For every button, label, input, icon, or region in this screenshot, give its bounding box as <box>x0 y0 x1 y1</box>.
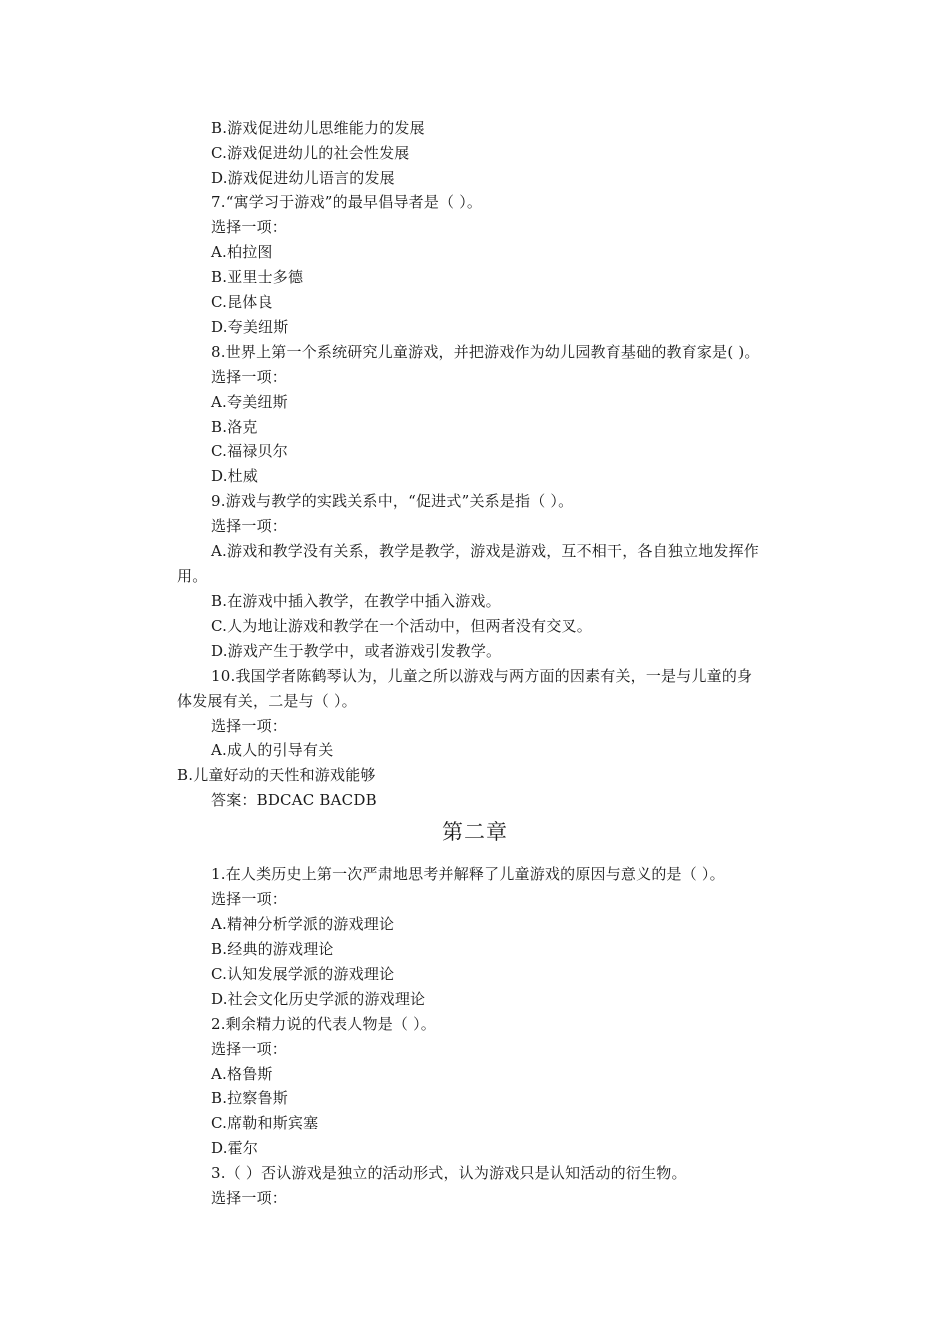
chapter-heading: 第二章 <box>442 820 508 844</box>
option-line: B.洛克 <box>211 418 258 436</box>
option-line: A.精神分析学派的游戏理论 <box>211 915 395 933</box>
option-line: B.亚里士多德 <box>211 268 304 286</box>
option-line: C.席勒和斯宾塞 <box>211 1114 319 1132</box>
question-line: 1.在人类历史上第一次严肃地思考并解释了儿童游戏的原因与意义的是（ ）。 <box>211 865 725 883</box>
question-line-wrap: 体发展有关，二是与（ ）。 <box>177 692 357 710</box>
option-line: B.游戏促进幼儿思维能力的发展 <box>211 119 425 137</box>
answer-line: 答案：BDCAC BACDB <box>211 791 377 809</box>
choose-one-label: 选择一项： <box>211 1189 288 1207</box>
option-line: B.经典的游戏理论 <box>211 940 334 958</box>
option-line: D.游戏产生于教学中，或者游戏引发教学。 <box>211 642 502 660</box>
choose-one-label: 选择一项： <box>211 368 288 386</box>
option-line: B.在游戏中插入教学，在教学中插入游戏。 <box>211 592 501 610</box>
option-line: C.游戏促进幼儿的社会性发展 <box>211 144 410 162</box>
question-line: 3.（ ）否认游戏是独立的活动形式，认为游戏只是认知活动的衍生物。 <box>211 1164 687 1182</box>
option-line: B.拉察鲁斯 <box>211 1089 288 1107</box>
choose-one-label: 选择一项： <box>211 1040 288 1058</box>
option-line-wrap: 用。 <box>177 567 208 585</box>
question-line: 10.我国学者陈鹤琴认为，儿童之所以游戏与两方面的因素有关，一是与儿童的身 <box>211 667 753 685</box>
option-line: D.杜威 <box>211 467 259 485</box>
question-line: 2.剩余精力说的代表人物是（ ）。 <box>211 1015 436 1033</box>
option-line: A.柏拉图 <box>211 243 273 261</box>
question-line: 7.“寓学习于游戏”的最早倡导者是（ ）。 <box>211 193 483 211</box>
choose-one-label: 选择一项： <box>211 717 288 735</box>
option-line: D.夸美纽斯 <box>211 318 289 336</box>
option-line: D.社会文化历史学派的游戏理论 <box>211 990 426 1008</box>
question-line: 8.世界上第一个系统研究儿童游戏，并把游戏作为幼儿园教育基础的教育家是( )。 <box>211 343 760 361</box>
option-line: C.人为地让游戏和教学在一个活动中，但两者没有交叉。 <box>211 617 592 635</box>
choose-one-label: 选择一项： <box>211 517 288 535</box>
option-line: A.游戏和教学没有关系，教学是教学，游戏是游戏，互不相干，各自独立地发挥作 <box>211 542 760 560</box>
option-line: A.成人的引导有关 <box>211 741 334 759</box>
choose-one-label: 选择一项： <box>211 890 288 908</box>
option-line: A.格鲁斯 <box>211 1065 273 1083</box>
option-line: D.游戏促进幼儿语言的发展 <box>211 169 395 187</box>
option-line: C.昆体良 <box>211 293 273 311</box>
option-line: B.儿童好动的天性和游戏能够 <box>177 766 376 784</box>
question-line: 9.游戏与教学的实践关系中，“促进式”关系是指（ ）。 <box>211 492 574 510</box>
option-line: C.认知发展学派的游戏理论 <box>211 965 395 983</box>
option-line: C.福禄贝尔 <box>211 442 288 460</box>
option-line: A.夸美纽斯 <box>211 393 288 411</box>
option-line: D.霍尔 <box>211 1139 259 1157</box>
choose-one-label: 选择一项： <box>211 218 288 236</box>
